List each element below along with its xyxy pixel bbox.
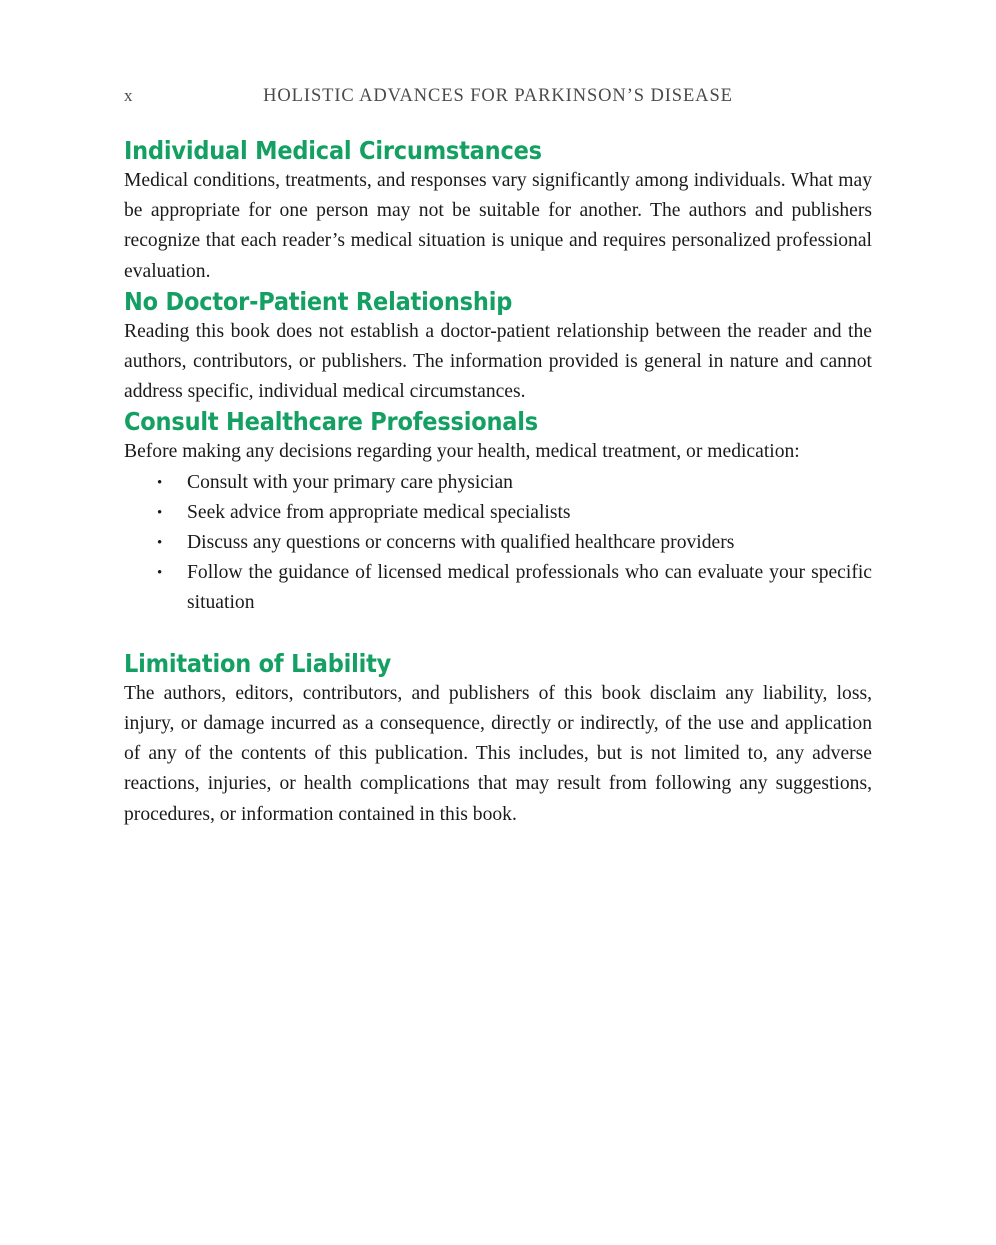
section-paragraph-consult-healthcare-professionals: Before making any decisions regarding your health, medical treatment, or medication:	[124, 441, 800, 463]
section-heading-consult-healthcare-professionals: Consult Healthcare Professionals	[124, 407, 538, 437]
section-heading-individual-medical-circumstances: Individual Medical Circumstances	[124, 136, 542, 165]
page-number: x	[124, 86, 133, 105]
consult-healthcare-bullet-list	[124, 468, 872, 649]
list-item	[124, 558, 872, 649]
bullet-icon: •	[157, 474, 163, 491]
section-paragraph-individual-medical-circumstances: Medical conditions, treatments, and responses vary significantly among individuals. What may be appropriate for one person may not be suitable for another. The authors and publishers recognize that each reader’s medical situation is unique and requires personalized professional evaluation.	[124, 170, 872, 282]
section-heading-no-doctor-patient-relationship: No Doctor-Patient Relationship	[124, 286, 513, 316]
running-head-title: HOLISTIC ADVANCES FOR PARKINSON’S DISEASE	[263, 86, 733, 106]
list-item-label: Discuss any questions or concerns with qualified healthcare providers	[187, 532, 735, 554]
list-item-label: Seek advice from appropriate medical specialists	[187, 501, 571, 523]
list-item-label: Consult with your primary care physician	[187, 471, 513, 493]
section-paragraph-limitation-of-liability: The authors, editors, contributors, and publishers of this book disclaim any liability, loss, injury, or damage incurred as a consequence, directly or indirectly, of the use and application of any of the contents of this publication. This includes, but is not limited to, any adverse reactions, injuries, or health complications that may result from following any suggestions, procedures, or information contained in this book.	[124, 682, 872, 825]
section-paragraph-no-doctor-patient-relationship: Reading this book does not establish a doctor-patient relationship between the reader and the authors, contributors, or publishers. The information provided is general in nature and cannot address specific, individual medical circumstances.	[124, 320, 872, 403]
bullet-icon: •	[157, 565, 163, 582]
bullet-icon: •	[157, 504, 163, 521]
section-heading-limitation-of-liability: Limitation of Liability	[124, 648, 392, 678]
text-column	[124, 136, 872, 830]
list-item	[124, 468, 872, 498]
list-item-label: Follow the guidance of licensed medical professionals who can evaluate your specific situation	[187, 562, 872, 614]
list-item	[124, 498, 872, 528]
running-head	[124, 84, 872, 108]
list-item	[124, 528, 872, 558]
bullet-icon: •	[157, 535, 163, 552]
